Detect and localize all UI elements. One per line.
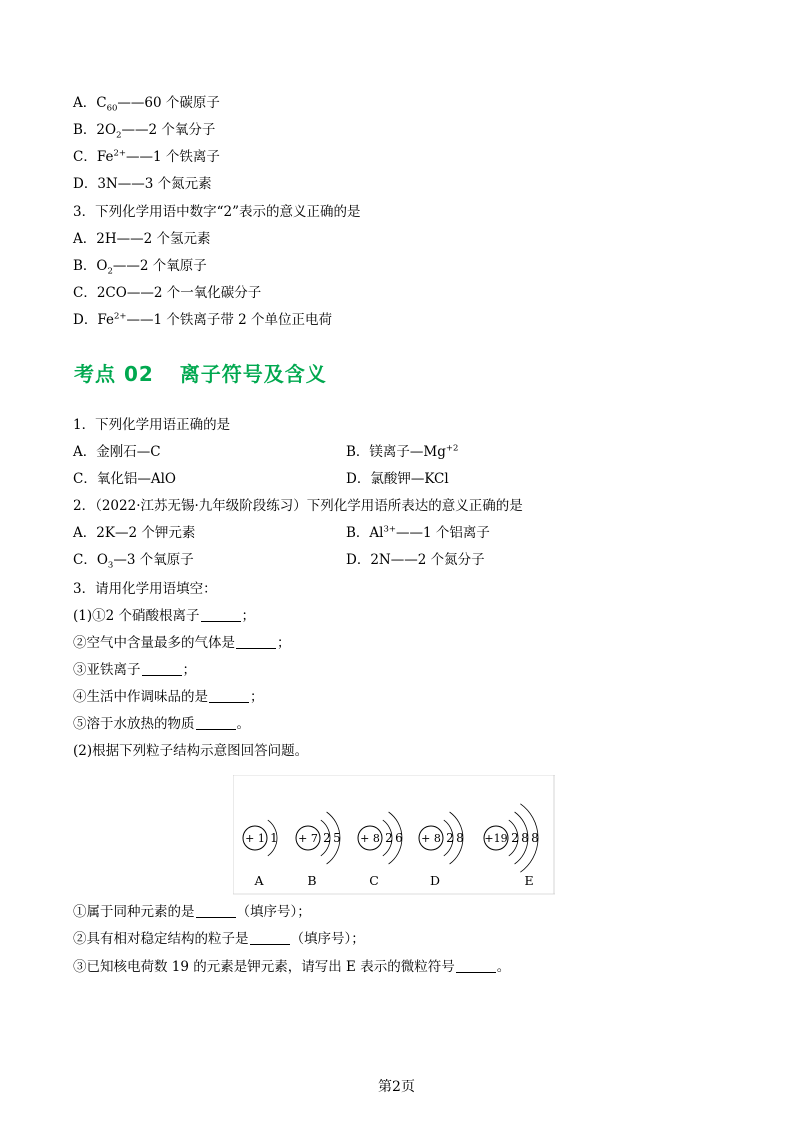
option-d-prev: [73, 175, 212, 193]
particle-label: E: [524, 873, 534, 888]
sub-question-text: ②具有相对稳定结构的粒子是: [73, 931, 249, 947]
option-text: ——1 个铁离子带 2 个单位正电荷: [126, 312, 333, 328]
electron-count: 8: [521, 831, 529, 845]
particle-label: D: [429, 873, 441, 888]
formula-superscript: 3+: [383, 524, 397, 535]
answer-blank[interactable]: [236, 635, 276, 649]
option-b: [346, 524, 490, 542]
nucleus-charge: +19: [484, 832, 508, 845]
option-letter: A．: [73, 95, 97, 111]
formula: C: [150, 444, 161, 460]
formula: KCl: [424, 471, 449, 487]
option-text: ——60 个碳原子: [117, 95, 220, 111]
fill-item-punct: 。: [236, 716, 250, 732]
option-letter: C．: [73, 552, 97, 568]
formula: O: [96, 258, 108, 274]
formula-subscript: 3: [107, 560, 114, 571]
electron-count: 6: [395, 831, 403, 845]
formula: 3N: [97, 176, 118, 192]
question-stem: 3．请用化学用语填空：: [73, 581, 217, 597]
option-c: [73, 284, 261, 302]
option-letter: D．: [73, 312, 98, 328]
nucleus-charge: + 8: [421, 832, 441, 845]
fill-item-text: (1)①2 个硝酸根离子: [73, 608, 200, 624]
fill-item: [73, 661, 196, 679]
formula: 2N: [370, 552, 391, 568]
option-text: 金刚石—: [96, 444, 151, 460]
sub-question-suffix: （填序号）；: [236, 904, 311, 920]
option-letter: D．: [346, 552, 371, 568]
sub-question: [73, 903, 311, 921]
option-text: —2 个钾元素: [114, 525, 196, 541]
answer-blank[interactable]: [209, 689, 249, 703]
formula: Mg: [423, 444, 446, 460]
option-a: [73, 230, 211, 248]
section-code: 考点 02: [74, 362, 154, 386]
option-d: [346, 470, 449, 488]
formula-subscript: 60: [106, 103, 118, 114]
particle-c: [358, 812, 403, 888]
sub-question-suffix: （填序号）；: [290, 931, 365, 947]
option-letter: C．: [73, 471, 97, 487]
formula: Fe: [96, 149, 114, 165]
option-a: [73, 443, 161, 461]
fill-item: [73, 715, 250, 733]
fill-item-punct: ；: [250, 689, 264, 705]
formula-subscript: 2: [116, 130, 122, 141]
option-c: [73, 470, 176, 488]
fill-item-punct: ；: [182, 662, 196, 678]
formula-subscript: 2: [107, 266, 113, 277]
electron-count: 2: [323, 831, 331, 845]
question-stem: 3．下列化学用语中数字“2”表示的意义正确的是: [73, 204, 361, 220]
particle-e: [484, 804, 539, 888]
option-d: [73, 311, 332, 329]
particle-a: [243, 820, 278, 888]
formula: 2K: [96, 525, 115, 541]
option-text: ——2 个一氧化碳分子: [126, 285, 262, 301]
formula-superscript: 2+: [113, 148, 126, 159]
formula: O: [96, 552, 108, 568]
section-heading: [74, 358, 327, 387]
electron-count: 2: [385, 831, 393, 845]
electron-count: 8: [531, 831, 539, 845]
fill-item-text: ④生活中作调味品的是: [73, 689, 208, 705]
answer-blank[interactable]: [250, 931, 290, 945]
answer-blank[interactable]: [456, 959, 496, 973]
formula: Al: [369, 525, 384, 541]
fill-item: [73, 634, 291, 652]
sub-question-text: ①属于同种元素的是: [73, 904, 195, 920]
option-c: [73, 551, 194, 569]
option-letter: B．: [73, 258, 97, 274]
formula: AlO: [150, 471, 176, 487]
answer-blank[interactable]: [196, 716, 236, 730]
formula-superscript: 2+: [113, 311, 127, 322]
option-text: 氧化铝—: [96, 471, 151, 487]
nucleus-charge: + 8: [360, 832, 380, 845]
sub-question-suffix: 。: [496, 959, 511, 975]
fill-item: [73, 607, 255, 625]
option-letter: B．: [73, 122, 97, 138]
particle-b: [296, 812, 341, 888]
answer-blank[interactable]: [196, 904, 236, 918]
option-text: ——2 个氧分子: [121, 122, 216, 138]
electron-count: 5: [333, 831, 341, 845]
part-2-stem: (2)根据下列粒子结构示意图回答问题。: [73, 743, 309, 759]
formula: 2CO: [96, 285, 127, 301]
option-letter: C．: [73, 149, 97, 165]
option-text: ——1 个铝离子: [396, 525, 490, 541]
sub-question-text: ③已知核电荷数 19 的元素是钾元素，请写出 E 表示的微粒符号: [73, 959, 455, 975]
particle-label: B: [307, 873, 317, 888]
option-letter: B．: [346, 444, 370, 460]
option-text: ——3 个氮元素: [117, 176, 212, 192]
formula: Fe: [97, 312, 114, 328]
electron-count: 8: [456, 831, 464, 845]
fill-item-text: ⑤溶于水放热的物质: [73, 716, 195, 732]
fill-item: [73, 688, 264, 706]
option-text: ——2 个氧原子: [112, 258, 207, 274]
particle-structure-diagram: [233, 775, 555, 895]
page-number: 第2页: [378, 1079, 415, 1095]
option-text: ——2 个氢元素: [116, 231, 211, 247]
formula: 2O: [96, 122, 117, 138]
fill-item-text: ②空气中含量最多的气体是: [73, 635, 235, 651]
option-b-prev: [73, 121, 215, 139]
electron-count: 2: [446, 831, 454, 845]
sub-question: [73, 958, 510, 976]
formula: 2H: [96, 231, 117, 247]
particle-label: A: [254, 873, 264, 888]
option-b: [346, 443, 458, 461]
nucleus-charge: + 1: [245, 832, 265, 845]
answer-blank[interactable]: [142, 662, 182, 676]
fill-item-text: ③亚铁离子: [73, 662, 141, 678]
option-letter: A．: [73, 525, 97, 541]
option-text: ——1 个铁离子: [126, 149, 220, 165]
formula-superscript: +2: [445, 443, 459, 454]
option-letter: A．: [73, 231, 97, 247]
option-text: ——2 个氮分子: [390, 552, 485, 568]
option-letter: B．: [346, 525, 370, 541]
option-text: —3 个氧原子: [113, 552, 194, 568]
option-letter: D．: [346, 471, 371, 487]
option-c-prev: [73, 148, 220, 166]
electron-count: 1: [270, 831, 278, 845]
sub-question: [73, 930, 365, 948]
question-stem: 1．下列化学用语正确的是: [73, 417, 231, 433]
fill-item-punct: ；: [241, 608, 256, 624]
option-a-prev: [73, 94, 220, 112]
option-d: [346, 551, 485, 569]
option-b: [73, 257, 207, 275]
nucleus-charge: + 7: [298, 832, 318, 845]
particle-label: C: [369, 873, 379, 888]
particle-d: [419, 812, 464, 888]
option-letter: D．: [73, 176, 98, 192]
question-stem: 2．（2022·江苏无锡·九年级阶段练习）下列化学用语所表达的意义正确的是: [73, 498, 523, 514]
section-title: 离子符号及含义: [179, 362, 327, 386]
fill-item-punct: ；: [277, 635, 291, 651]
answer-blank[interactable]: [201, 608, 241, 622]
electron-count: 2: [511, 831, 519, 845]
option-text: 氯酸钾—: [370, 471, 425, 487]
option-text: 镁离子—: [369, 444, 424, 460]
option-a: [73, 524, 195, 542]
formula: C: [96, 95, 107, 111]
option-letter: A．: [73, 444, 97, 460]
option-letter: C．: [73, 285, 97, 301]
